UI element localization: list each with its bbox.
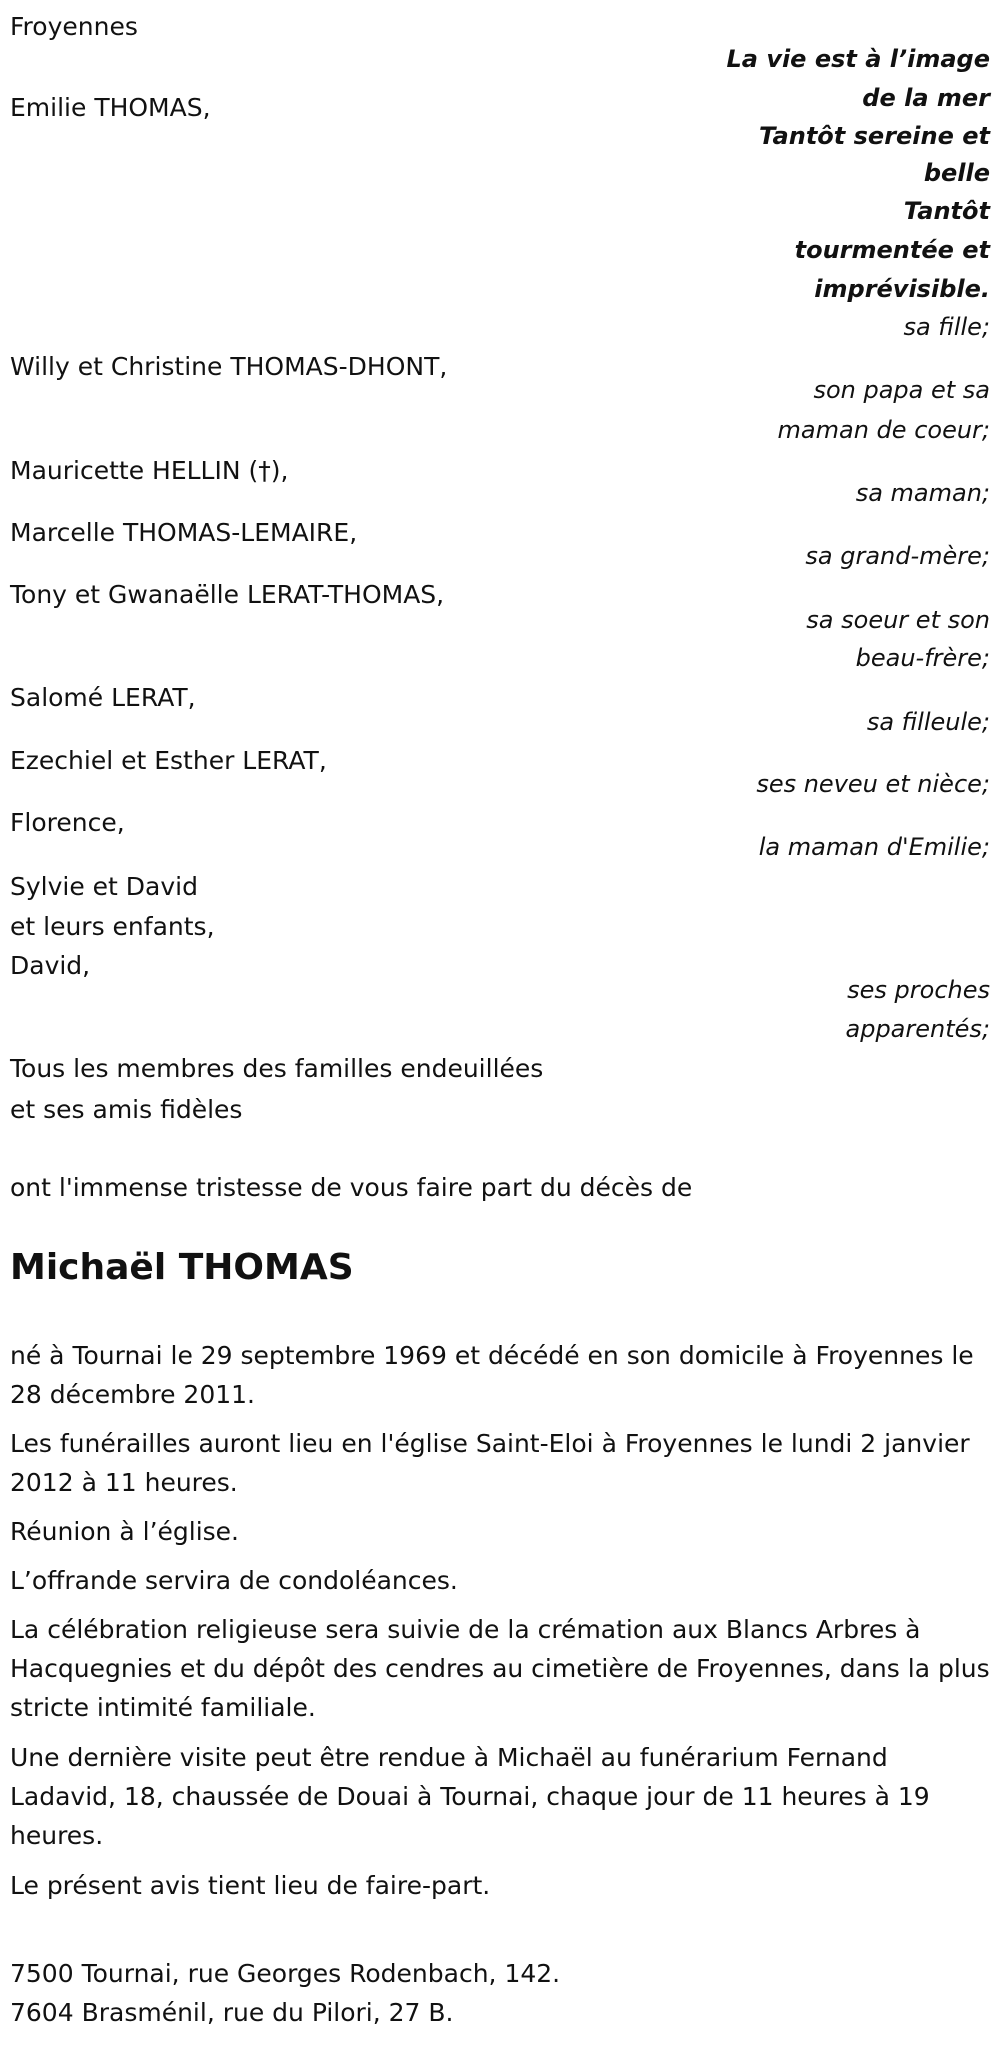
family-relation: apparentés; xyxy=(845,1015,990,1043)
birth-death-paragraph: né à Tournai le 29 septembre 1969 et décédé en son domicile à Froyennes le 28 décembre 2011. xyxy=(10,1341,974,1409)
family-relation: sa maman; xyxy=(855,479,990,507)
family-relation: ses proches xyxy=(847,976,990,1004)
family-relation: sa soeur et son xyxy=(806,606,990,634)
others-line: Tous les membres des familles endeuillées xyxy=(10,1054,544,1083)
family-relation: sa fille; xyxy=(903,313,990,341)
meeting-paragraph: Réunion à l’église. xyxy=(10,1517,240,1546)
family-name: Florence, xyxy=(10,808,125,837)
family-name: Willy et Christine THOMAS-DHONT, xyxy=(10,352,448,381)
funeral-paragraph: Les funérailles auront lieu en l'église Saint-Eloi à Froyennes le lundi 2 janvier 2012 à 11 heures. xyxy=(10,1429,970,1497)
ceremony-paragraph: La célébration religieuse sera suivie de la crémation aux Blancs Arbres à Hacquegnies et du dépôt des cendres au cimetière de Froyennes, dans la plus stricte intimité familiale. xyxy=(10,1615,990,1722)
quote-line: imprévisible. xyxy=(814,275,990,303)
deceased-name: Michaël THOMAS xyxy=(10,1247,354,1288)
family-name: Ezechiel et Esther LERAT, xyxy=(10,746,327,775)
place-heading: Froyennes xyxy=(10,12,138,41)
family-relation: maman de coeur; xyxy=(777,416,990,444)
family-relation: son papa et sa xyxy=(813,376,990,404)
family-name: Emilie THOMAS, xyxy=(10,93,211,122)
family-relation: beau-frère; xyxy=(855,644,990,672)
family-relation: sa filleule; xyxy=(866,708,990,736)
family-relation: sa grand-mère; xyxy=(805,542,990,570)
quote-line: La vie est à l’image xyxy=(726,45,990,73)
quote-line: de la mer xyxy=(862,84,990,112)
family-name: Mauricette HELLIN (†), xyxy=(10,456,289,485)
others-line: et ses amis fidèles xyxy=(10,1095,243,1124)
offering-paragraph: L’offrande servira de condoléances. xyxy=(10,1566,458,1595)
family-name: Salomé LERAT, xyxy=(10,683,196,712)
family-name: Marcelle THOMAS-LEMAIRE, xyxy=(10,518,358,547)
notice-paragraph: Le présent avis tient lieu de faire-part. xyxy=(10,1871,491,1900)
announcement: ont l'immense tristesse de vous faire part du décès de xyxy=(10,1173,693,1202)
quote-line: belle xyxy=(923,159,990,187)
family-relation: ses neveu et nièce; xyxy=(756,770,990,798)
address-line: 7604 Brasménil, rue du Pilori, 27 B. xyxy=(10,1998,454,2027)
family-name: et leurs enfants, xyxy=(10,912,215,941)
visit-paragraph: Une dernière visite peut être rendue à Michaël au funérarium Fernand Ladavid, 18, chaussée de Douai à Tournai, chaque jour de 11 heures à 19 heures. xyxy=(10,1743,930,1850)
quote-line: Tantôt sereine et xyxy=(759,122,990,150)
quote-line: tourmentée et xyxy=(794,236,990,264)
family-name: Sylvie et David xyxy=(10,872,198,901)
family-name: David, xyxy=(10,951,91,980)
quote-line: Tantôt xyxy=(903,197,990,225)
address-line: 7500 Tournai, rue Georges Rodenbach, 142. xyxy=(10,1959,561,1988)
family-relation: la maman d'Emilie; xyxy=(758,833,990,861)
family-name: Tony et Gwanaëlle LERAT-THOMAS, xyxy=(10,580,445,609)
